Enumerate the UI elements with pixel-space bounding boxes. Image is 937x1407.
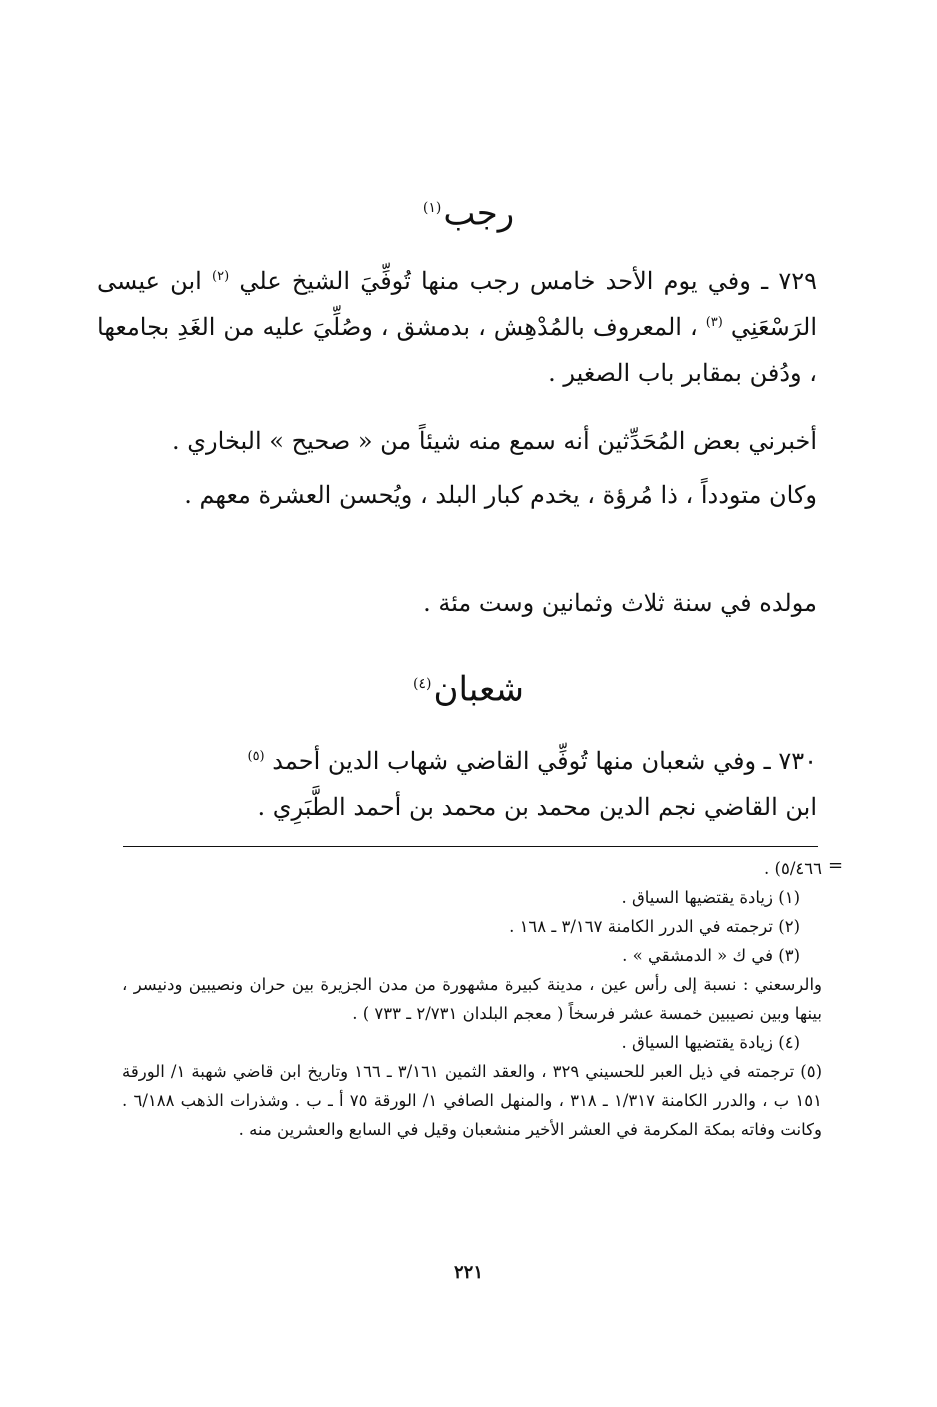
entry-730-line2: ابن القاضي نجم الدين محمد بن محمد بن أحمد الطَّبَرِي . bbox=[257, 793, 817, 821]
section-heading-rajab bbox=[0, 188, 937, 233]
footnote-5: (٥) ترجمته في ذيل العبر للحسيني ٣٢٩ ، والعقد الثمين ٣/١٦١ ـ ١٦٦ وتاريخ ابن قاضي شهبة ١/ الورقة ١٥١ ب ، والدرر الكامنة ١/٣١٧ ـ ٣١٨ ، والمنهل الصافي ١/ الورقة ٧٥ أ ـ ب . وشذرات الذهب ٦/١٨٨ . وكانت وفاته بمكة المكرمة في العشر الأخير منشعبان وقيل في السابع والعشرين منه . bbox=[122, 1062, 822, 1139]
entry-729-para3: وكان متودداً ، ذا مُرؤة ، يخدم كبار البلد ، ويُحسن العشرة معهم . bbox=[184, 481, 817, 509]
entry-729-para2-block bbox=[97, 418, 817, 464]
footnote-3: (٣) في ك « الدمشقي » . bbox=[622, 946, 800, 965]
footnote-ref-3: (٣) bbox=[705, 315, 723, 330]
section-heading-shaban bbox=[0, 664, 937, 709]
entry-729-line2b: ، المعروف بالمُدْهِش ، بدمشق ، وصُلِّيَ عليه من الغَدِ بجامعها ، ودُفن بمقابر باب الصغير . bbox=[97, 313, 817, 387]
section-title-shaban: شعبان bbox=[433, 669, 524, 710]
entry-729-line1: ٧٢٩ ـ وفي يوم الأحد خامس رجب منها تُوفِّيَ الشيخ علي bbox=[239, 267, 817, 295]
entry-730 bbox=[97, 738, 817, 830]
footnote-continuation-mark: = bbox=[828, 855, 844, 876]
footnote-ref-5: (٥) bbox=[247, 749, 265, 764]
entry-729-para4: مولده في سنة ثلاث وثمانين وست مئة . bbox=[423, 589, 817, 617]
footnote-3-continuation: والرسعني : نسبة إلى رأس عين ، مدينة كبيرة مشهورة من مدن الجزيرة بين حران ونصيبين ودنيسر ، بينها وبين نصيبين خمسة عشر فرسخاً ( معجم البلدان ٢/٧٣١ ـ ٧٣٣ ) . bbox=[122, 975, 822, 1023]
footnote-separator bbox=[123, 846, 818, 847]
footnotes bbox=[122, 854, 822, 1144]
section-note-rajab: (١) bbox=[422, 200, 442, 216]
entry-729 bbox=[97, 258, 817, 396]
footnote-4: (٤) زيادة يقتضيها السياق . bbox=[621, 1033, 800, 1052]
section-title-rajab: رجب bbox=[443, 193, 515, 234]
page-number: ٢٢١ bbox=[453, 1262, 483, 1283]
entry-729-line2a: ابن عيسى الرَسْعَنِي bbox=[97, 267, 817, 341]
entry-729-para2: أخبرني بعض المُحَدِّثين أنه سمع منه شيئاً من « صحيح » البخاري . bbox=[172, 427, 817, 455]
footnote-2: (٢) ترجمته في الدرر الكامنة ٣/١٦٧ ـ ١٦٨ . bbox=[509, 917, 800, 936]
footnote-continuation: ٥/٤٦٦) . bbox=[764, 859, 822, 878]
entry-729-para3-block bbox=[97, 468, 817, 522]
footnote-1: (١) زيادة يقتضيها السياق . bbox=[621, 888, 800, 907]
entry-730-line1: ٧٣٠ ـ وفي شعبان منها تُوفِّي القاضي شهاب الدين أحمد bbox=[272, 747, 817, 775]
section-note-shaban: (٤) bbox=[413, 676, 432, 692]
entry-729-para4-block bbox=[97, 580, 817, 626]
footnote-ref-2: (٢) bbox=[212, 269, 230, 284]
